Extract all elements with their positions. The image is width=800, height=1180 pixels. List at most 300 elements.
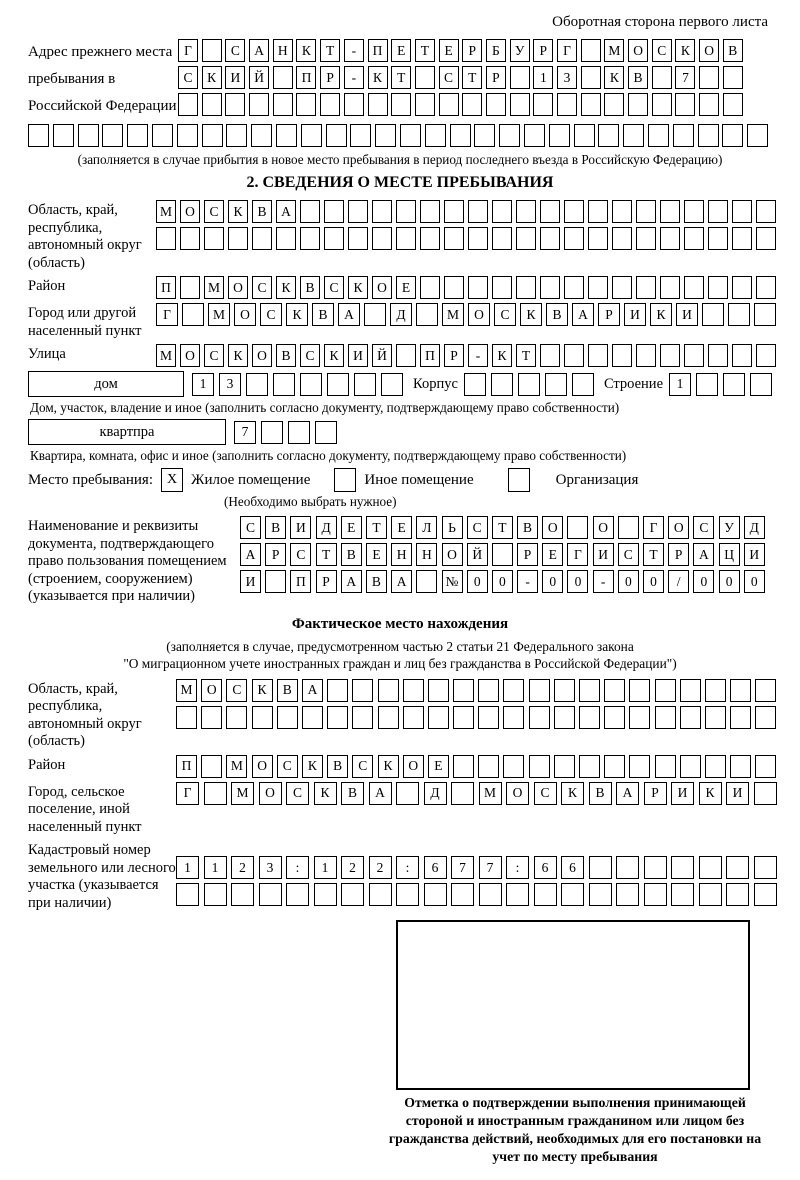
char-cell[interactable]: [629, 755, 650, 778]
char-cell[interactable]: Е: [391, 39, 411, 62]
char-cell[interactable]: [684, 200, 704, 223]
char-cell[interactable]: Т: [320, 39, 340, 62]
char-cell[interactable]: [354, 373, 376, 396]
char-cell[interactable]: [180, 276, 200, 299]
char-cell[interactable]: К: [604, 66, 624, 89]
char-cell[interactable]: С: [204, 200, 224, 223]
other-premises-checkbox[interactable]: [334, 468, 356, 492]
char-cell[interactable]: Н: [273, 39, 293, 62]
char-cell[interactable]: [352, 706, 373, 729]
char-cell[interactable]: О: [542, 516, 563, 539]
char-cell[interactable]: [391, 93, 411, 116]
char-cell[interactable]: -: [468, 344, 488, 367]
char-cell[interactable]: [462, 93, 482, 116]
char-cell[interactable]: И: [671, 782, 694, 805]
char-cell[interactable]: [671, 856, 694, 879]
char-cell[interactable]: М: [226, 755, 247, 778]
char-cell[interactable]: [529, 755, 550, 778]
char-cell[interactable]: [588, 227, 608, 250]
char-cell[interactable]: [315, 421, 337, 444]
char-cell[interactable]: С: [693, 516, 714, 539]
char-cell[interactable]: [723, 373, 745, 396]
char-cell[interactable]: [265, 570, 286, 593]
char-cell[interactable]: [102, 124, 123, 147]
char-cell[interactable]: Н: [391, 543, 412, 566]
char-cell[interactable]: В: [277, 679, 298, 702]
char-cell[interactable]: [327, 373, 349, 396]
char-cell[interactable]: О: [668, 516, 689, 539]
char-cell[interactable]: [252, 706, 273, 729]
char-cell[interactable]: [518, 373, 540, 396]
char-cell[interactable]: А: [391, 570, 412, 593]
char-cell[interactable]: [708, 227, 728, 250]
char-cell[interactable]: [450, 124, 471, 147]
char-cell[interactable]: М: [231, 782, 254, 805]
char-cell[interactable]: И: [726, 782, 749, 805]
char-cell[interactable]: [604, 679, 625, 702]
char-cell[interactable]: К: [276, 276, 296, 299]
char-cell[interactable]: [612, 200, 632, 223]
char-cell[interactable]: Г: [156, 303, 178, 326]
char-cell[interactable]: [364, 303, 386, 326]
char-cell[interactable]: [588, 276, 608, 299]
char-cell[interactable]: [273, 373, 295, 396]
char-cell[interactable]: М: [156, 200, 176, 223]
char-cell[interactable]: К: [202, 66, 222, 89]
char-cell[interactable]: [612, 227, 632, 250]
char-cell[interactable]: [273, 66, 293, 89]
char-cell[interactable]: Й: [372, 344, 392, 367]
char-cell[interactable]: С: [534, 782, 557, 805]
char-cell[interactable]: [660, 276, 680, 299]
char-cell[interactable]: [301, 124, 322, 147]
char-cell[interactable]: [420, 276, 440, 299]
char-cell[interactable]: П: [156, 276, 176, 299]
char-cell[interactable]: [732, 344, 752, 367]
char-cell[interactable]: М: [208, 303, 230, 326]
char-cell[interactable]: Д: [316, 516, 337, 539]
char-cell[interactable]: Р: [320, 66, 340, 89]
char-cell[interactable]: [708, 276, 728, 299]
char-cell[interactable]: [201, 706, 222, 729]
char-cell[interactable]: [680, 755, 701, 778]
char-cell[interactable]: [540, 200, 560, 223]
char-cell[interactable]: А: [240, 543, 261, 566]
char-cell[interactable]: Е: [391, 516, 412, 539]
char-cell[interactable]: [231, 883, 254, 906]
char-cell[interactable]: [300, 200, 320, 223]
char-cell[interactable]: [648, 124, 669, 147]
char-cell[interactable]: [564, 344, 584, 367]
char-cell[interactable]: [579, 755, 600, 778]
char-cell[interactable]: Р: [644, 782, 667, 805]
char-cell[interactable]: [680, 706, 701, 729]
char-cell[interactable]: [750, 373, 772, 396]
char-cell[interactable]: К: [296, 39, 316, 62]
char-cell[interactable]: [730, 706, 751, 729]
char-cell[interactable]: [344, 93, 364, 116]
char-cell[interactable]: [479, 883, 502, 906]
char-cell[interactable]: [579, 679, 600, 702]
char-cell[interactable]: [492, 543, 513, 566]
char-cell[interactable]: [400, 124, 421, 147]
char-cell[interactable]: :: [286, 856, 309, 879]
char-cell[interactable]: 1: [533, 66, 553, 89]
char-cell[interactable]: О: [506, 782, 529, 805]
char-cell[interactable]: И: [744, 543, 765, 566]
char-cell[interactable]: [486, 93, 506, 116]
char-cell[interactable]: [464, 373, 486, 396]
char-cell[interactable]: [561, 883, 584, 906]
char-cell[interactable]: 2: [231, 856, 254, 879]
char-cell[interactable]: А: [338, 303, 360, 326]
char-cell[interactable]: К: [699, 782, 722, 805]
char-cell[interactable]: [644, 883, 667, 906]
char-cell[interactable]: К: [492, 344, 512, 367]
char-cell[interactable]: О: [372, 276, 392, 299]
char-cell[interactable]: О: [403, 755, 424, 778]
char-cell[interactable]: С: [226, 679, 247, 702]
char-cell[interactable]: [699, 66, 719, 89]
char-cell[interactable]: [636, 227, 656, 250]
char-cell[interactable]: [747, 124, 768, 147]
char-cell[interactable]: [557, 93, 577, 116]
char-cell[interactable]: [696, 373, 718, 396]
char-cell[interactable]: [506, 883, 529, 906]
char-cell[interactable]: [416, 570, 437, 593]
char-cell[interactable]: [177, 124, 198, 147]
char-cell[interactable]: И: [676, 303, 698, 326]
char-cell[interactable]: [705, 706, 726, 729]
char-cell[interactable]: [176, 706, 197, 729]
char-cell[interactable]: [420, 200, 440, 223]
char-cell[interactable]: [708, 344, 728, 367]
char-cell[interactable]: [754, 883, 777, 906]
char-cell[interactable]: [202, 39, 222, 62]
char-cell[interactable]: А: [693, 543, 714, 566]
char-cell[interactable]: П: [420, 344, 440, 367]
char-cell[interactable]: [182, 303, 204, 326]
char-cell[interactable]: С: [618, 543, 639, 566]
char-cell[interactable]: :: [506, 856, 529, 879]
char-cell[interactable]: [554, 679, 575, 702]
char-cell[interactable]: О: [628, 39, 648, 62]
char-cell[interactable]: [416, 303, 438, 326]
char-cell[interactable]: О: [252, 344, 272, 367]
char-cell[interactable]: [612, 344, 632, 367]
char-cell[interactable]: [754, 782, 777, 805]
char-cell[interactable]: Е: [542, 543, 563, 566]
char-cell[interactable]: [579, 706, 600, 729]
char-cell[interactable]: [381, 373, 403, 396]
char-cell[interactable]: [261, 421, 283, 444]
char-cell[interactable]: [468, 276, 488, 299]
char-cell[interactable]: У: [719, 516, 740, 539]
char-cell[interactable]: [375, 124, 396, 147]
char-cell[interactable]: М: [479, 782, 502, 805]
char-cell[interactable]: [180, 227, 200, 250]
char-cell[interactable]: [468, 200, 488, 223]
char-cell[interactable]: [396, 200, 416, 223]
char-cell[interactable]: 3: [557, 66, 577, 89]
char-cell[interactable]: [202, 93, 222, 116]
char-cell[interactable]: [415, 93, 435, 116]
char-cell[interactable]: [178, 93, 198, 116]
char-cell[interactable]: [28, 124, 49, 147]
char-cell[interactable]: [424, 883, 447, 906]
char-cell[interactable]: М: [176, 679, 197, 702]
char-cell[interactable]: О: [252, 755, 273, 778]
char-cell[interactable]: И: [348, 344, 368, 367]
char-cell[interactable]: [616, 856, 639, 879]
char-cell[interactable]: В: [252, 200, 272, 223]
char-cell[interactable]: [396, 227, 416, 250]
char-cell[interactable]: [201, 755, 222, 778]
char-cell[interactable]: [722, 124, 743, 147]
char-cell[interactable]: К: [314, 782, 337, 805]
char-cell[interactable]: Й: [249, 66, 269, 89]
char-cell[interactable]: [492, 227, 512, 250]
char-cell[interactable]: [478, 679, 499, 702]
char-cell[interactable]: [516, 227, 536, 250]
char-cell[interactable]: [350, 124, 371, 147]
char-cell[interactable]: 1: [192, 373, 214, 396]
char-cell[interactable]: С: [439, 66, 459, 89]
char-cell[interactable]: С: [240, 516, 261, 539]
char-cell[interactable]: [516, 200, 536, 223]
char-cell[interactable]: [453, 755, 474, 778]
char-cell[interactable]: [396, 344, 416, 367]
char-cell[interactable]: И: [593, 543, 614, 566]
char-cell[interactable]: Р: [486, 66, 506, 89]
char-cell[interactable]: [554, 706, 575, 729]
char-cell[interactable]: П: [290, 570, 311, 593]
char-cell[interactable]: 0: [542, 570, 563, 593]
char-cell[interactable]: 3: [259, 856, 282, 879]
char-cell[interactable]: [396, 782, 419, 805]
char-cell[interactable]: Т: [316, 543, 337, 566]
char-cell[interactable]: [492, 200, 512, 223]
char-cell[interactable]: [348, 227, 368, 250]
char-cell[interactable]: Г: [176, 782, 199, 805]
char-cell[interactable]: [439, 93, 459, 116]
char-cell[interactable]: 0: [744, 570, 765, 593]
char-cell[interactable]: Г: [178, 39, 198, 62]
char-cell[interactable]: [604, 93, 624, 116]
char-cell[interactable]: О: [699, 39, 719, 62]
char-cell[interactable]: 7: [234, 421, 256, 444]
char-cell[interactable]: [444, 227, 464, 250]
char-cell[interactable]: С: [494, 303, 516, 326]
char-cell[interactable]: [425, 124, 446, 147]
char-cell[interactable]: Д: [744, 516, 765, 539]
char-cell[interactable]: [636, 200, 656, 223]
char-cell[interactable]: 0: [567, 570, 588, 593]
char-cell[interactable]: [352, 679, 373, 702]
char-cell[interactable]: В: [276, 344, 296, 367]
char-cell[interactable]: [589, 856, 612, 879]
char-cell[interactable]: О: [442, 543, 463, 566]
char-cell[interactable]: [699, 883, 722, 906]
char-cell[interactable]: Е: [428, 755, 449, 778]
char-cell[interactable]: [644, 856, 667, 879]
char-cell[interactable]: Р: [517, 543, 538, 566]
char-cell[interactable]: К: [252, 679, 273, 702]
char-cell[interactable]: [468, 227, 488, 250]
char-cell[interactable]: [252, 227, 272, 250]
char-cell[interactable]: [574, 124, 595, 147]
char-cell[interactable]: [403, 706, 424, 729]
char-cell[interactable]: [176, 883, 199, 906]
char-cell[interactable]: [755, 706, 776, 729]
char-cell[interactable]: 2: [369, 856, 392, 879]
char-cell[interactable]: [588, 200, 608, 223]
char-cell[interactable]: [699, 856, 722, 879]
char-cell[interactable]: В: [265, 516, 286, 539]
char-cell[interactable]: М: [204, 276, 224, 299]
char-cell[interactable]: Р: [598, 303, 620, 326]
char-cell[interactable]: 1: [176, 856, 199, 879]
char-cell[interactable]: Т: [516, 344, 536, 367]
char-cell[interactable]: А: [572, 303, 594, 326]
char-cell[interactable]: К: [324, 344, 344, 367]
char-cell[interactable]: [540, 276, 560, 299]
char-cell[interactable]: [324, 227, 344, 250]
char-cell[interactable]: -: [344, 66, 364, 89]
char-cell[interactable]: К: [228, 200, 248, 223]
char-cell[interactable]: Т: [391, 66, 411, 89]
char-cell[interactable]: Р: [533, 39, 553, 62]
char-cell[interactable]: [369, 883, 392, 906]
char-cell[interactable]: [156, 227, 176, 250]
char-cell[interactable]: [636, 344, 656, 367]
char-cell[interactable]: [581, 93, 601, 116]
char-cell[interactable]: [589, 883, 612, 906]
char-cell[interactable]: [320, 93, 340, 116]
char-cell[interactable]: 6: [534, 856, 557, 879]
char-cell[interactable]: А: [249, 39, 269, 62]
char-cell[interactable]: [636, 276, 656, 299]
char-cell[interactable]: С: [286, 782, 309, 805]
char-cell[interactable]: [699, 93, 719, 116]
char-cell[interactable]: [127, 124, 148, 147]
char-cell[interactable]: [503, 679, 524, 702]
char-cell[interactable]: П: [296, 66, 316, 89]
char-cell[interactable]: Р: [316, 570, 337, 593]
char-cell[interactable]: Й: [467, 543, 488, 566]
char-cell[interactable]: 7: [451, 856, 474, 879]
char-cell[interactable]: К: [520, 303, 542, 326]
char-cell[interactable]: [618, 516, 639, 539]
char-cell[interactable]: [277, 706, 298, 729]
char-cell[interactable]: [652, 66, 672, 89]
char-cell[interactable]: Т: [366, 516, 387, 539]
char-cell[interactable]: [705, 679, 726, 702]
char-cell[interactable]: [324, 200, 344, 223]
char-cell[interactable]: 0: [643, 570, 664, 593]
char-cell[interactable]: А: [276, 200, 296, 223]
char-cell[interactable]: [628, 93, 648, 116]
char-cell[interactable]: [378, 706, 399, 729]
char-cell[interactable]: [534, 883, 557, 906]
char-cell[interactable]: О: [201, 679, 222, 702]
char-cell[interactable]: [276, 227, 296, 250]
char-cell[interactable]: [588, 344, 608, 367]
char-cell[interactable]: К: [650, 303, 672, 326]
char-cell[interactable]: [756, 344, 776, 367]
char-cell[interactable]: О: [593, 516, 614, 539]
char-cell[interactable]: [755, 679, 776, 702]
char-cell[interactable]: [675, 93, 695, 116]
char-cell[interactable]: [453, 706, 474, 729]
char-cell[interactable]: [503, 706, 524, 729]
char-cell[interactable]: Г: [643, 516, 664, 539]
char-cell[interactable]: А: [369, 782, 392, 805]
char-cell[interactable]: 0: [719, 570, 740, 593]
char-cell[interactable]: В: [327, 755, 348, 778]
char-cell[interactable]: [723, 66, 743, 89]
char-cell[interactable]: К: [286, 303, 308, 326]
char-cell[interactable]: [564, 200, 584, 223]
char-cell[interactable]: [705, 755, 726, 778]
char-cell[interactable]: [754, 856, 777, 879]
char-cell[interactable]: [581, 66, 601, 89]
char-cell[interactable]: [327, 679, 348, 702]
char-cell[interactable]: С: [260, 303, 282, 326]
char-cell[interactable]: [499, 124, 520, 147]
char-cell[interactable]: [684, 276, 704, 299]
char-cell[interactable]: 0: [693, 570, 714, 593]
char-cell[interactable]: [732, 200, 752, 223]
char-cell[interactable]: И: [624, 303, 646, 326]
char-cell[interactable]: В: [589, 782, 612, 805]
char-cell[interactable]: [273, 93, 293, 116]
char-cell[interactable]: [629, 679, 650, 702]
char-cell[interactable]: [730, 755, 751, 778]
char-cell[interactable]: [226, 706, 247, 729]
char-cell[interactable]: [612, 276, 632, 299]
char-cell[interactable]: В: [546, 303, 568, 326]
char-cell[interactable]: 1: [204, 856, 227, 879]
char-cell[interactable]: А: [616, 782, 639, 805]
char-cell[interactable]: [202, 124, 223, 147]
char-cell[interactable]: Е: [366, 543, 387, 566]
char-cell[interactable]: -: [517, 570, 538, 593]
char-cell[interactable]: [652, 93, 672, 116]
char-cell[interactable]: 1: [314, 856, 337, 879]
char-cell[interactable]: [372, 227, 392, 250]
char-cell[interactable]: [708, 200, 728, 223]
char-cell[interactable]: [564, 276, 584, 299]
char-cell[interactable]: [629, 706, 650, 729]
char-cell[interactable]: [326, 124, 347, 147]
char-cell[interactable]: [453, 679, 474, 702]
char-cell[interactable]: [723, 93, 743, 116]
char-cell[interactable]: [572, 373, 594, 396]
char-cell[interactable]: :: [396, 856, 419, 879]
char-cell[interactable]: [698, 124, 719, 147]
char-cell[interactable]: [378, 679, 399, 702]
char-cell[interactable]: А: [302, 679, 323, 702]
char-cell[interactable]: [249, 93, 269, 116]
char-cell[interactable]: 7: [675, 66, 695, 89]
char-cell[interactable]: Е: [396, 276, 416, 299]
char-cell[interactable]: [726, 856, 749, 879]
char-cell[interactable]: К: [302, 755, 323, 778]
char-cell[interactable]: О: [468, 303, 490, 326]
char-cell[interactable]: В: [517, 516, 538, 539]
char-cell[interactable]: С: [225, 39, 245, 62]
